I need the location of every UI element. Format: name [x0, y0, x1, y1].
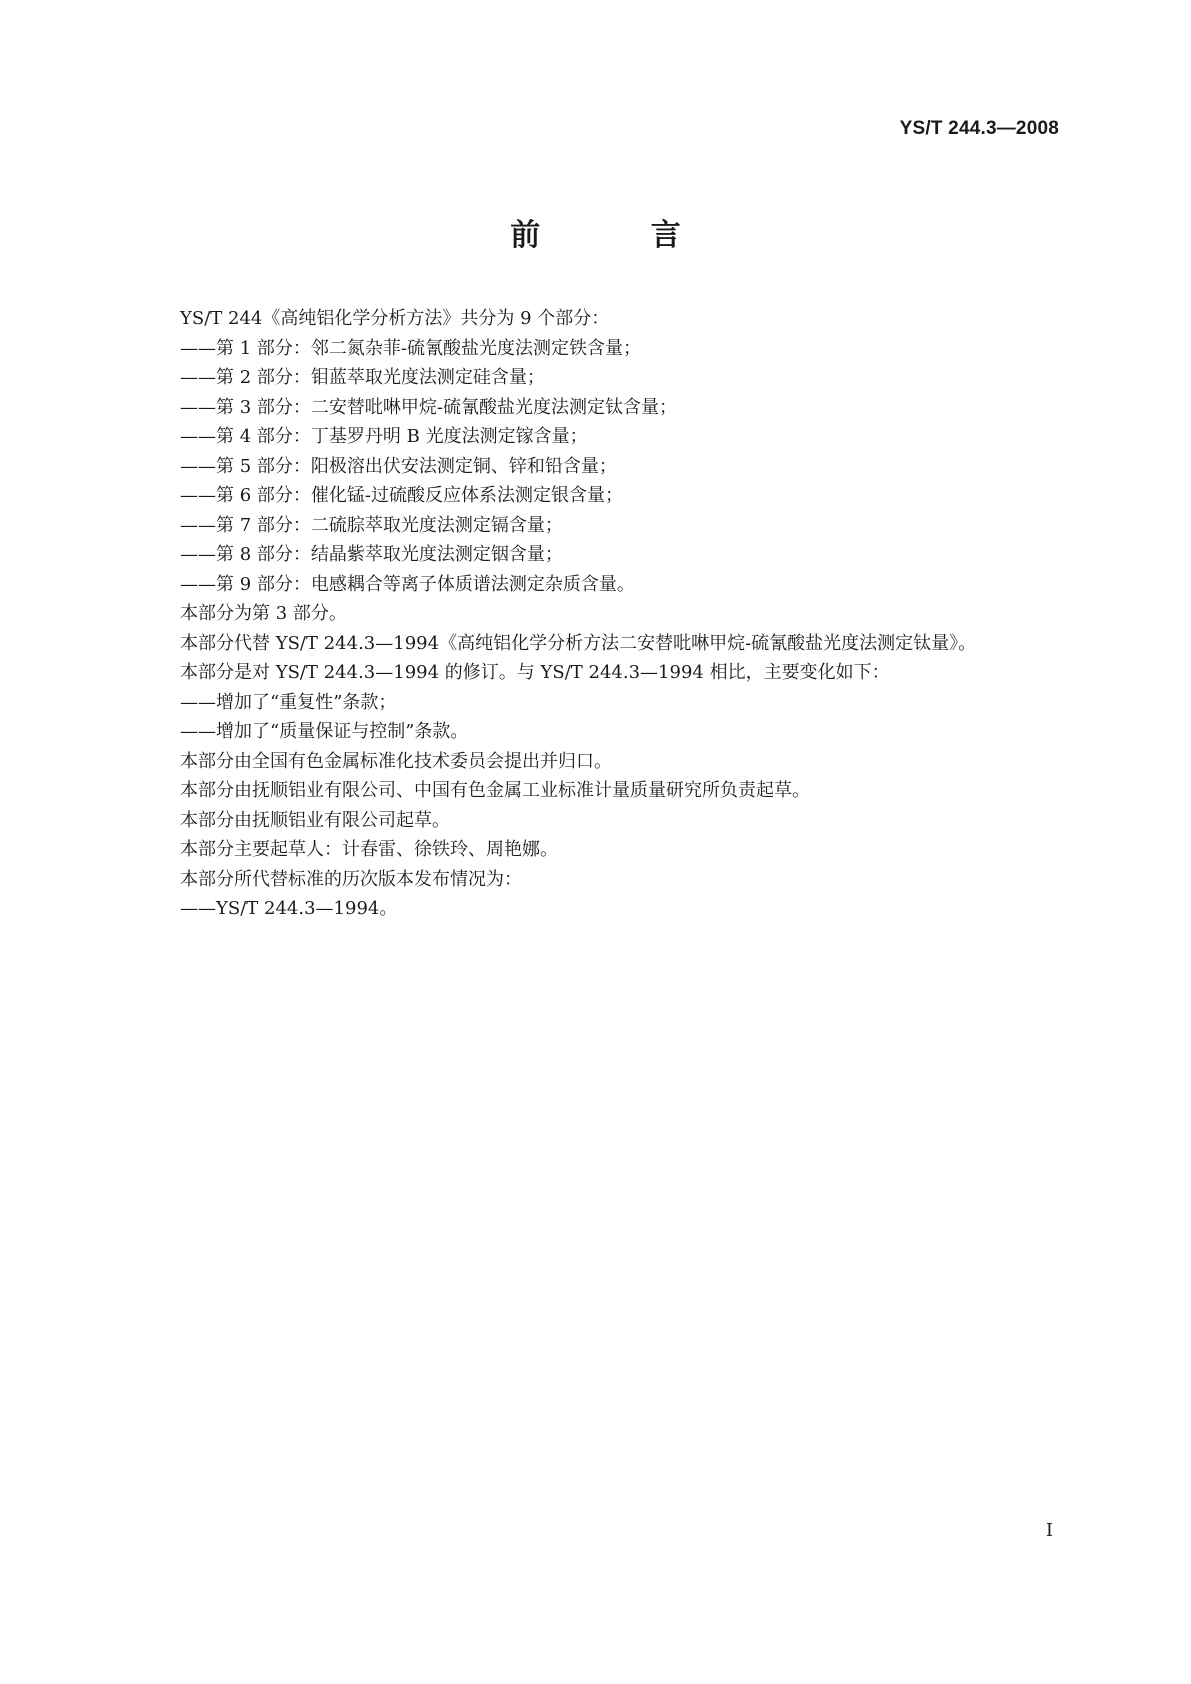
paragraph-line: 本部分所代替标准的历次版本发布情况为：: [180, 868, 522, 890]
paragraph-line: ——第 1 部分：邻二氮杂菲-硫氰酸盐光度法测定铁含量；: [180, 337, 641, 359]
paragraph-line: ——第 2 部分：钼蓝萃取光度法测定硅含量；: [180, 367, 545, 388]
paragraph-line: YS/T 244《高纯铝化学分析方法》共分为 9 个部分：: [180, 308, 610, 329]
paragraph-line: 本部分是对 YS/T 244.3—1994 的修订。与 YS/T 244.3—1994 相比，主要变化如下：: [180, 662, 890, 683]
paragraph-line: ——第 5 部分：阳极溶出伏安法测定铜、锌和铅含量；: [180, 455, 617, 477]
paragraph-line: 本部分由全国有色金属标准化技术委员会提出并归口。: [180, 750, 612, 772]
paragraph-line: ——增加了“重复性”条款；: [180, 691, 397, 713]
paragraph-line: ——YS/T 244.3—1994。: [180, 898, 398, 919]
paragraph-line: ——第 6 部分：催化锰-过硫酸反应体系法测定银含量；: [180, 485, 623, 506]
paragraph-line: ——第 9 部分：电感耦合等离子体质谱法测定杂质含量。: [180, 573, 635, 595]
paragraph-line: 本部分由抚顺铝业有限公司、中国有色金属工业标准计量质量研究所负责起草。: [180, 780, 810, 801]
paragraph-line: ——第 3 部分：二安替吡啉甲烷-硫氰酸盐光度法测定钛含量；: [180, 396, 677, 418]
paragraph-line: ——第 7 部分：二硫腙萃取光度法测定镉含量；: [180, 514, 563, 536]
paragraph-line: ——增加了“质量保证与控制”条款。: [180, 721, 469, 742]
page-title: 前 言: [510, 218, 731, 253]
paragraph-line: ——第 4 部分：丁基罗丹明 B 光度法测定镓含量；: [180, 426, 588, 447]
standard-code: YS/T 244.3—2008: [899, 118, 1059, 139]
paragraph-line: 本部分由抚顺铝业有限公司起草。: [180, 809, 450, 831]
foreword-body: [180, 304, 1080, 924]
paragraph-line: 本部分代替 YS/T 244.3—1994《高纯铝化学分析方法二安替吡啉甲烷-硫氰酸盐光度法测定钛量》。: [180, 632, 977, 654]
page-number: I: [1045, 1520, 1053, 1541]
paragraph-line: ——第 8 部分：结晶紫萃取光度法测定铟含量；: [180, 544, 563, 565]
paragraph-line: 本部分为第 3 部分。: [180, 603, 347, 624]
paragraph-line: 本部分主要起草人：计春雷、徐铁玲、周艳娜。: [180, 839, 558, 860]
